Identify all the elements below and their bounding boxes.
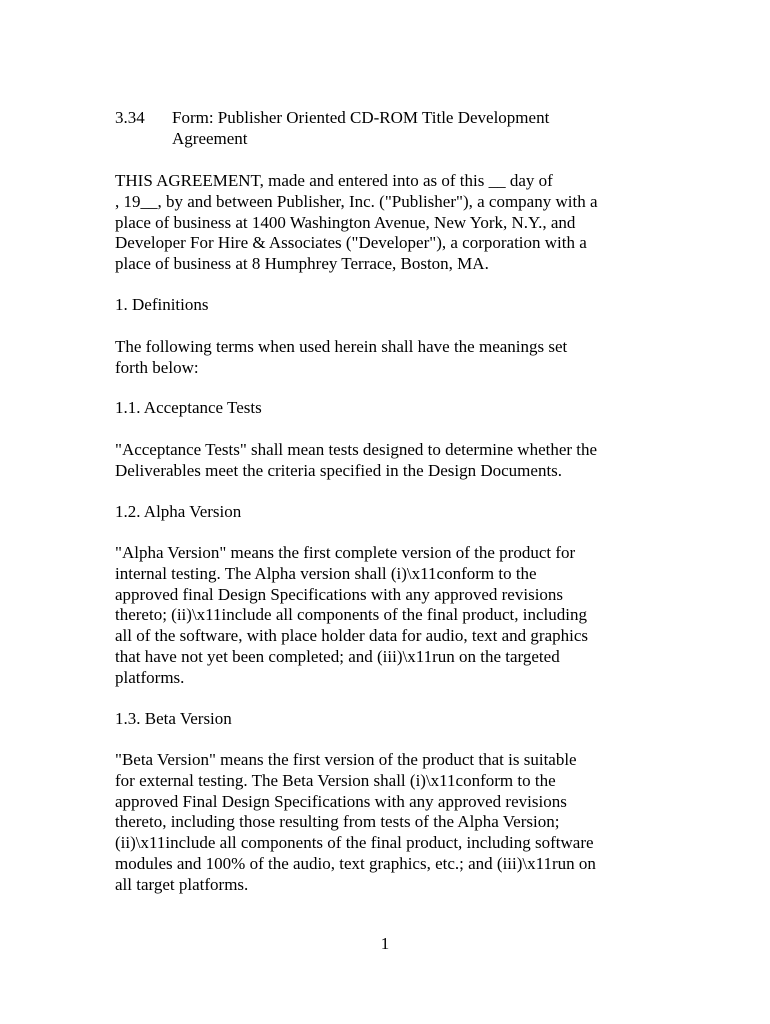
section-heading-definitions: [115, 295, 675, 316]
paragraph-line: all of the software, with place holder data for audio, text and graphics: [115, 626, 588, 646]
paragraph-line: that have not yet been completed; and (iii)\x11run on the targeted: [115, 646, 560, 666]
acceptance-tests-paragraph: [115, 440, 675, 482]
paragraph-line: all target platforms.: [115, 874, 249, 894]
definitions-intro-paragraph: [115, 337, 675, 379]
section-heading: 1.2. Alpha Version: [115, 502, 242, 521]
form-title-text: [172, 108, 549, 150]
form-number: 3.34: [115, 108, 145, 127]
form-title-line: Agreement: [172, 128, 248, 148]
paragraph-line: place of business at 8 Humphrey Terrace, Boston, MA.: [115, 254, 489, 274]
page-number: 1: [380, 934, 390, 953]
paragraph-line: thereto, including those resulting from tests of the Alpha Version;: [115, 812, 560, 832]
paragraph-line: (ii)\x11include all components of the final product, including software: [115, 833, 594, 853]
paragraph-line: "Acceptance Tests" shall mean tests designed to determine whether the: [115, 440, 598, 459]
paragraph-line: internal testing. The Alpha version shall (i)\x11conform to the: [115, 563, 537, 583]
section-heading: 1.3. Beta Version: [115, 709, 232, 728]
section-heading-alpha-version: [115, 502, 675, 523]
paragraph-line: platforms.: [115, 667, 185, 687]
paragraph-line: thereto; (ii)\x11include all components of the final product, including: [115, 605, 587, 625]
paragraph-line: approved final Design Specifications with any approved revisions: [115, 584, 564, 604]
alpha-version-paragraph: [115, 543, 675, 689]
section-heading-beta-version: [115, 709, 675, 730]
paragraph-line: "Beta Version" means the first version of the product that is suitable: [115, 750, 577, 769]
paragraph-line: , 19__, by and between Publisher, Inc. ("Publisher"), a company with a: [115, 191, 598, 211]
section-heading: 1.1. Acceptance Tests: [115, 398, 262, 417]
paragraph-line: modules and 100% of the audio, text graphics, etc.; and (iii)\x11run on: [115, 853, 596, 873]
section-heading-acceptance-tests: [115, 398, 675, 419]
paragraph-line: THIS AGREEMENT, made and entered into as of this __ day of: [115, 171, 553, 190]
paragraph-line: "Alpha Version" means the first complete version of the product for: [115, 543, 576, 562]
paragraph-line: The following terms when used herein shall have the meanings set: [115, 337, 568, 356]
paragraph-line: for external testing. The Beta Version shall (i)\x11conform to the: [115, 770, 556, 790]
beta-version-paragraph: [115, 750, 675, 896]
paragraph-line: place of business at 1400 Washington Avenue, New York, N.Y., and: [115, 212, 576, 232]
intro-paragraph: [115, 171, 675, 275]
paragraph-line: Deliverables meet the criteria specified in the Design Documents.: [115, 460, 563, 480]
paragraph-line: approved Final Design Specifications with any approved revisions: [115, 791, 567, 811]
paragraph-line: forth below:: [115, 357, 199, 377]
paragraph-line: Developer For Hire & Associates ("Developer"), a corporation with a: [115, 233, 587, 253]
section-heading: 1. Definitions: [115, 295, 209, 314]
form-title-line: Form: Publisher Oriented CD-ROM Title Development: [172, 108, 550, 127]
